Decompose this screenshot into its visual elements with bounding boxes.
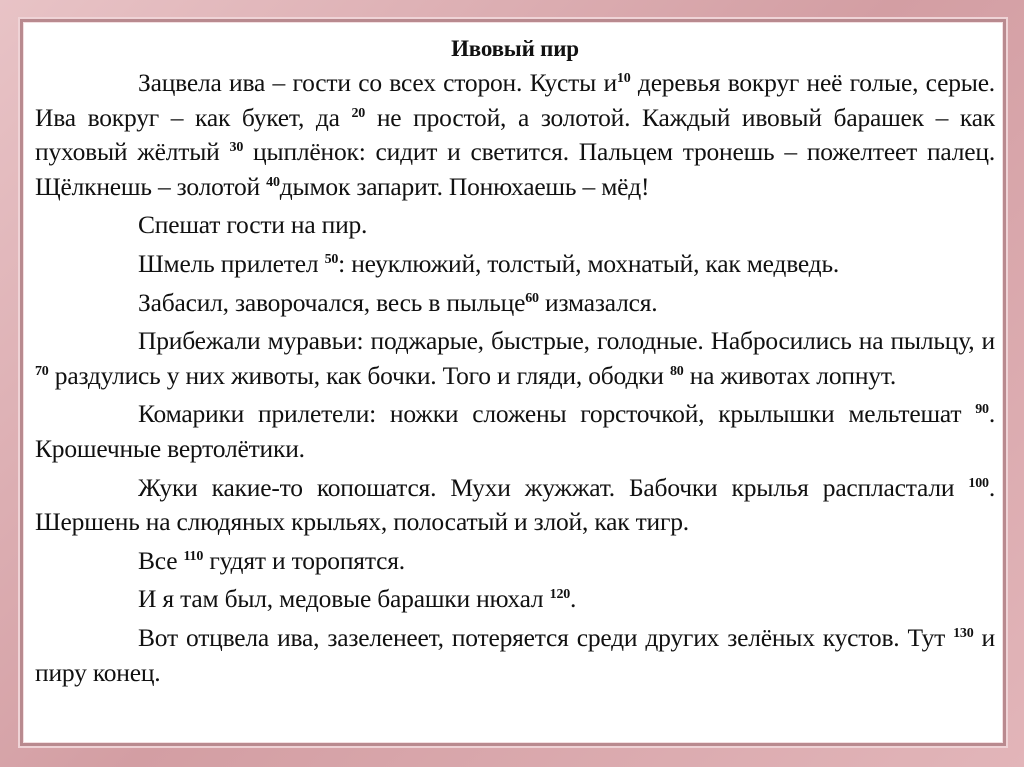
document-text (35, 32, 995, 690)
word-count-marker: 40 (266, 174, 280, 190)
text-run: . Шершень на слюдяных крыльях, полосатый и злой, как тигр. (35, 472, 995, 537)
text-run: дымок запарит. Понюхаешь – мёд! (279, 171, 650, 201)
text-run: Спешат гости на пир. (138, 210, 368, 240)
paragraph (35, 471, 995, 540)
paragraph (35, 208, 995, 243)
word-count-marker: 110 (183, 548, 204, 564)
paragraph (35, 324, 995, 393)
word-count-marker: 50 (324, 251, 339, 267)
word-count-marker: 120 (549, 587, 571, 603)
text-run: Шмель прилетел (138, 248, 325, 278)
text-run: Жуки какие-то копошатся. Мухи жужжат. Бабочки крылья распластали (138, 472, 969, 502)
text-run: . (570, 584, 577, 614)
document-title: Ивовый пир (451, 36, 579, 61)
word-count-marker: 30 (229, 140, 244, 156)
text-run: на животах лопнут. (683, 360, 897, 390)
word-count-marker: 20 (351, 105, 366, 121)
document-page (20, 19, 1006, 746)
text-run: И я там был, медовые барашки нюхал (138, 584, 550, 614)
text-run: деревья вокруг неё голые, серые. Ива вокруг – как букет, да (35, 68, 995, 132)
text-run: . Крошечные вертолётики. (35, 399, 995, 463)
paragraph (35, 544, 995, 579)
word-count-marker: 100 (968, 475, 989, 491)
text-run: : неуклюжий, толстый, мохнатый, как медведь. (338, 248, 840, 278)
word-count-marker: 80 (669, 363, 684, 379)
paragraph (35, 286, 995, 321)
word-count-marker: 70 (35, 363, 49, 379)
paragraph (35, 582, 995, 617)
word-count-marker: 130 (953, 625, 974, 641)
paragraph (35, 247, 995, 282)
text-run: гудят и торопятся. (203, 545, 405, 575)
text-run: цыплёнок: сидит и светится. Пальцем тронешь – пожелтеет палец. Щёлкнешь – золотой (35, 137, 995, 201)
document-body (35, 66, 995, 690)
text-run: Зацвела ива – гости со всех сторон. Кусты и (138, 68, 617, 97)
text-run: раздулись у них животы, как бочки. Того и гляди, ободки (48, 360, 670, 390)
text-run: измазался. (538, 287, 658, 317)
paragraph (35, 397, 995, 466)
text-run: Комарики прилетели: ножки сложены горсточкой, крылышки мельтешат (138, 399, 976, 429)
text-run: Забасил, заворочался, весь в пыльце (138, 287, 526, 317)
text-run: и пиру конец. (35, 622, 995, 687)
paragraph (35, 621, 995, 690)
word-count-marker: 60 (525, 290, 539, 306)
text-run: не простой, а золотой. Каждый ивовый барашек – как пуховый жёлтый (35, 102, 995, 167)
word-count-marker: 10 (616, 71, 631, 86)
text-run: Все (138, 545, 184, 575)
text-run: Вот отцвела ива, зазеленеет, потеряется среди других зелёных кустов. Тут (138, 622, 954, 652)
paragraph (35, 66, 995, 204)
text-run: Прибежали муравьи: поджарые, быстрые, голодные. Набросились на пыльцу, и (138, 326, 995, 356)
word-count-marker: 90 (975, 402, 989, 418)
